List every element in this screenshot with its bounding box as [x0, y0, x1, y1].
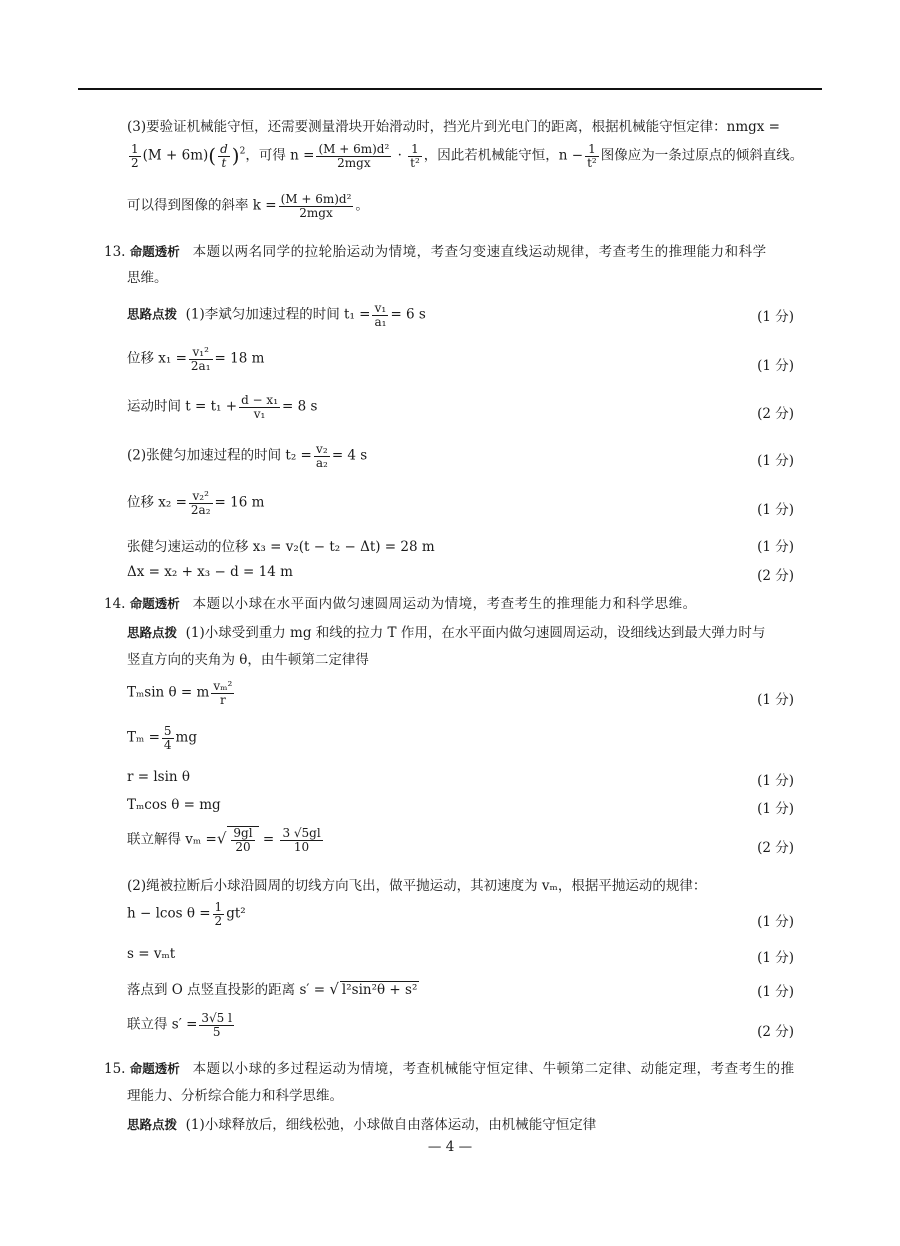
score: (1 分) — [757, 950, 794, 966]
p3-line1: (3)要验证机械能守恒，还需要测量滑块开始滑动时，挡光片到光电门的距离，根据机械能守恒定律：nmgx = — [127, 119, 780, 135]
q14-line1: 思路点拨 (1)小球受到重力 mg 和线的拉力 T 作用，在水平面内做匀速圆周运动，设细线达到最大弹力时与 — [127, 625, 766, 641]
q14-eq9: 联立得 s′ = $\frac{3√5 l}{5}$ — [127, 1011, 232, 1039]
q14-line2: 竖直方向的夹角为 θ，由牛顿第二定律得 — [127, 652, 369, 668]
q13-line4: (2)张健匀加速过程的时间 t₂ = $\frac{\text{v₂}}{\text{a₂}}$ = 4 s — [127, 442, 368, 470]
score: (1 分) — [757, 914, 794, 930]
score: (2 分) — [757, 1024, 794, 1040]
q14-part2: (2)绳被拉断后小球沿圆周的切线方向飞出，做平抛运动，其初速度为 vₘ，根据平抛运动的规律： — [127, 878, 707, 894]
score: (1 分) — [757, 309, 794, 325]
q14-eq8: 落点到 O 点竖直投影的距离 s′ = √ l²sin²θ + s² — [127, 980, 418, 998]
score: (1 分) — [757, 539, 794, 555]
score: (1 分) — [757, 453, 794, 469]
q14-eq4: Tₘcos θ = mg — [127, 797, 221, 813]
q13-heading: 13. 命题透析 本题以两名同学的拉轮胎运动为情境，考查匀变速直线运动规律，考查考生的推理能力和科学 — [104, 244, 767, 260]
fraction-n: $\frac{\text{(M + 6m)d²}}{\text{2mgx}}$ — [318, 142, 390, 170]
score: (2 分) — [757, 568, 794, 584]
q14-eq2: Tₘ = $\frac{5}{4}$ mg — [127, 724, 197, 752]
page-number: — 4 — — [427, 1139, 473, 1155]
q14-heading: 14. 命题透析 本题以小球在水平面内做匀速圆周运动为情境，考查考生的推理能力和科学思维。 — [104, 596, 697, 612]
q14-eq3: r = lsin θ — [127, 769, 191, 785]
q14-eq1: Tₘsin θ = m $\frac{\text{vₘ²}}{r}$ — [127, 679, 233, 707]
p3-line3: 可以得到图像的斜率 k = $\frac{\text{(M + 6m)d²}}{\text{2mgx}}$ 。 — [127, 192, 369, 220]
q15-line1: 思路点拨 (1)小球释放后，细线松弛，小球做自由落体运动，由机械能守恒定律 — [127, 1117, 597, 1133]
q14-eq7: s = vₘt — [127, 946, 176, 962]
q15-heading: 15. 命题透析 本题以小球的多过程运动为情境，考查机械能守恒定律、牛顿第二定律、动能定理，考查考生的推 — [104, 1061, 795, 1077]
score: (2 分) — [757, 840, 794, 856]
q13-line3: 运动时间 t = t₁ + $\frac{\text{d − x₁}}{\text{v₁}}$ = 8 s — [127, 393, 318, 421]
header-rule — [78, 88, 822, 90]
q15-text2: 理能力、分析综合能力和科学思维。 — [127, 1088, 343, 1104]
score: (1 分) — [757, 358, 794, 374]
score: (1 分) — [757, 773, 794, 789]
q14-eq5: 联立解得 vₘ =√ $\frac{9gl}{20}$ = $\frac{3 √5gl}{10}$ — [127, 826, 321, 854]
score: (1 分) — [757, 801, 794, 817]
score: (1 分) — [757, 984, 794, 1000]
score: (2 分) — [757, 406, 794, 422]
fraction-k: $\frac{\text{(M + 6m)d²}}{\text{2mgx}}$ — [280, 192, 352, 220]
q13-line7: Δx = x₂ + x₃ − d = 14 m — [127, 564, 293, 580]
q13-text2: 思维。 — [127, 270, 168, 286]
score: (1 分) — [757, 692, 794, 708]
q13-line2: 位移 x₁ = $\frac{\text{v₁²}}{\text{2a₁}}$ = 18 m — [127, 345, 265, 373]
q13-line6: 张健匀速运动的位移 x₃ = v₂(t − t₂ − Δt) = 28 m — [127, 539, 435, 555]
q13-line1: 思路点拨 (1)李斌匀加速过程的时间 t₁ = $\frac{\text{v₁}}{\text{a₁}}$ = 6 s — [127, 301, 426, 329]
fraction-half: $\frac{1}{2}$ — [131, 142, 139, 170]
score: (1 分) — [757, 502, 794, 518]
q13-line5: 位移 x₂ = $\frac{\text{v₂²}}{\text{2a₂}}$ = 16 m — [127, 489, 265, 517]
p3-line2: $\frac{1}{2}$ (M + 6m)( $\frac{d}{t}$ )$^2$，可得 n = $\frac{\text{(M + 6m)d²}}{\text{2mgx}}$ · $\frac{1}{\text{t²}}$ ，因此若机械能守恒，n − $\frac{1}{\text{t²}}$ 图像应为一条过原点的倾斜直线。 — [131, 142, 804, 170]
q14-eq6: h − lcos θ = $\frac{1}{2}$ gt² — [127, 900, 246, 928]
